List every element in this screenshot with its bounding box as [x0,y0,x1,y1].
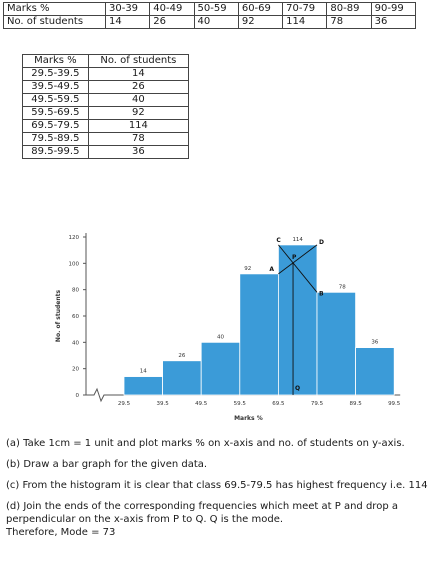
histogram-bar [124,377,163,395]
y-tick-label: 0 [75,393,79,399]
class-cell: 49.5-59.5 [23,94,89,107]
frequency-cell: 36 [88,146,188,159]
class-cell: 79.5-89.5 [23,133,89,146]
count-cell: 36 [371,16,415,29]
x-tick-label: 39.5 [156,401,169,407]
count-cell: 40 [194,16,238,29]
data-label: 14 [139,368,147,375]
intervals-header-row [4,3,416,16]
frequency-cell: 114 [88,120,188,133]
y-axis-label: No. of students [55,289,62,343]
x-tick-label: 89.5 [349,401,362,407]
y-tick-label: 60 [72,314,79,320]
x-tick-label: 49.5 [195,401,208,407]
table-row [23,107,189,120]
interval-cell: 60-69 [238,3,282,16]
note-mode: Therefore, Mode = 73 [6,527,116,538]
data-label: 40 [217,334,224,341]
table1-row-label: No. of students [4,16,106,29]
table2-header-row [23,55,189,68]
note-b: (b) Draw a bar graph for the given data. [6,459,208,470]
class-cell: 89.5-99.5 [23,146,89,159]
frequency-cell: 14 [88,68,188,81]
table-row [23,94,189,107]
data-label: 26 [178,352,186,359]
table-row [23,120,189,133]
histogram-bar [278,245,317,395]
interval-cell: 30-39 [105,3,149,16]
histogram-bar [240,274,279,395]
point-label-c: C [276,236,281,244]
count-cell: 92 [238,16,282,29]
interval-cell: 70-79 [283,3,327,16]
solution-notes [6,437,430,539]
y-tick-label: 20 [72,366,79,373]
class-cell: 69.5-79.5 [23,120,89,133]
data-label: 92 [244,265,252,272]
frequency-cell: 78 [88,133,188,146]
table-row [23,146,189,159]
y-tick-label: 80 [72,287,79,294]
table2-header-students: No. of students [88,55,188,68]
note-c: (c) From the histogram it is clear that class 69.5-79.5 has highest frequency i.e. 114 [6,480,428,491]
interval-cell: 50-59 [194,3,238,16]
x-tick-label: 99.5 [388,401,401,407]
frequency-cell: 26 [88,81,188,94]
count-cell: 26 [150,16,194,29]
table2-header-marks: Marks % [23,55,89,68]
count-cell: 14 [105,16,149,29]
data-label: 78 [338,284,346,291]
point-label-d: D [319,238,324,246]
x-axis-label: Marks % [234,415,263,422]
counts-row [4,16,416,29]
class-boundaries-table [22,54,189,159]
point-label-p: P [292,253,297,261]
table-row [23,133,189,146]
histogram-bar [356,348,395,395]
data-label: 114 [292,236,303,243]
point-label-b: B [319,290,324,298]
data-label: 36 [371,339,379,346]
class-cell: 59.5-69.5 [23,107,89,120]
frequency-cell: 40 [88,94,188,107]
x-tick-label: 29.5 [117,401,131,407]
histogram-bar [317,292,356,395]
table-row [23,68,189,81]
y-tick-label: 120 [68,235,79,241]
table1-header-label: Marks % [4,3,106,16]
interval-cell: 40-49 [150,3,194,16]
x-tick-label: 79.5 [310,401,324,407]
histogram-bar [201,342,240,395]
point-label-a: A [269,265,275,273]
note-d: (d) Join the ends of the corresponding frequencies which meet at P and drop a perpendicular on the x-axis from P to Q. Q is the mode. [6,501,398,525]
count-cell: 78 [327,16,371,29]
histogram-chart [50,225,401,430]
interval-cell: 80-89 [327,3,371,16]
table-row [23,81,189,94]
intervals-table [3,2,416,29]
y-tick-label: 100 [68,261,79,268]
x-tick-label: 69.5 [272,401,285,407]
x-tick-label: 59.5 [233,401,246,407]
point-label-q: Q [295,385,301,392]
note-a: (a) Take 1cm = 1 unit and plot marks % on x-axis and no. of students on y-axis. [6,438,405,449]
interval-cell: 90-99 [371,3,415,16]
frequency-cell: 92 [88,107,188,120]
histogram-bar [163,361,202,395]
y-tick-label: 40 [72,340,79,347]
count-cell: 114 [283,16,327,29]
class-cell: 29.5-39.5 [23,68,89,81]
class-cell: 39.5-49.5 [23,81,89,94]
